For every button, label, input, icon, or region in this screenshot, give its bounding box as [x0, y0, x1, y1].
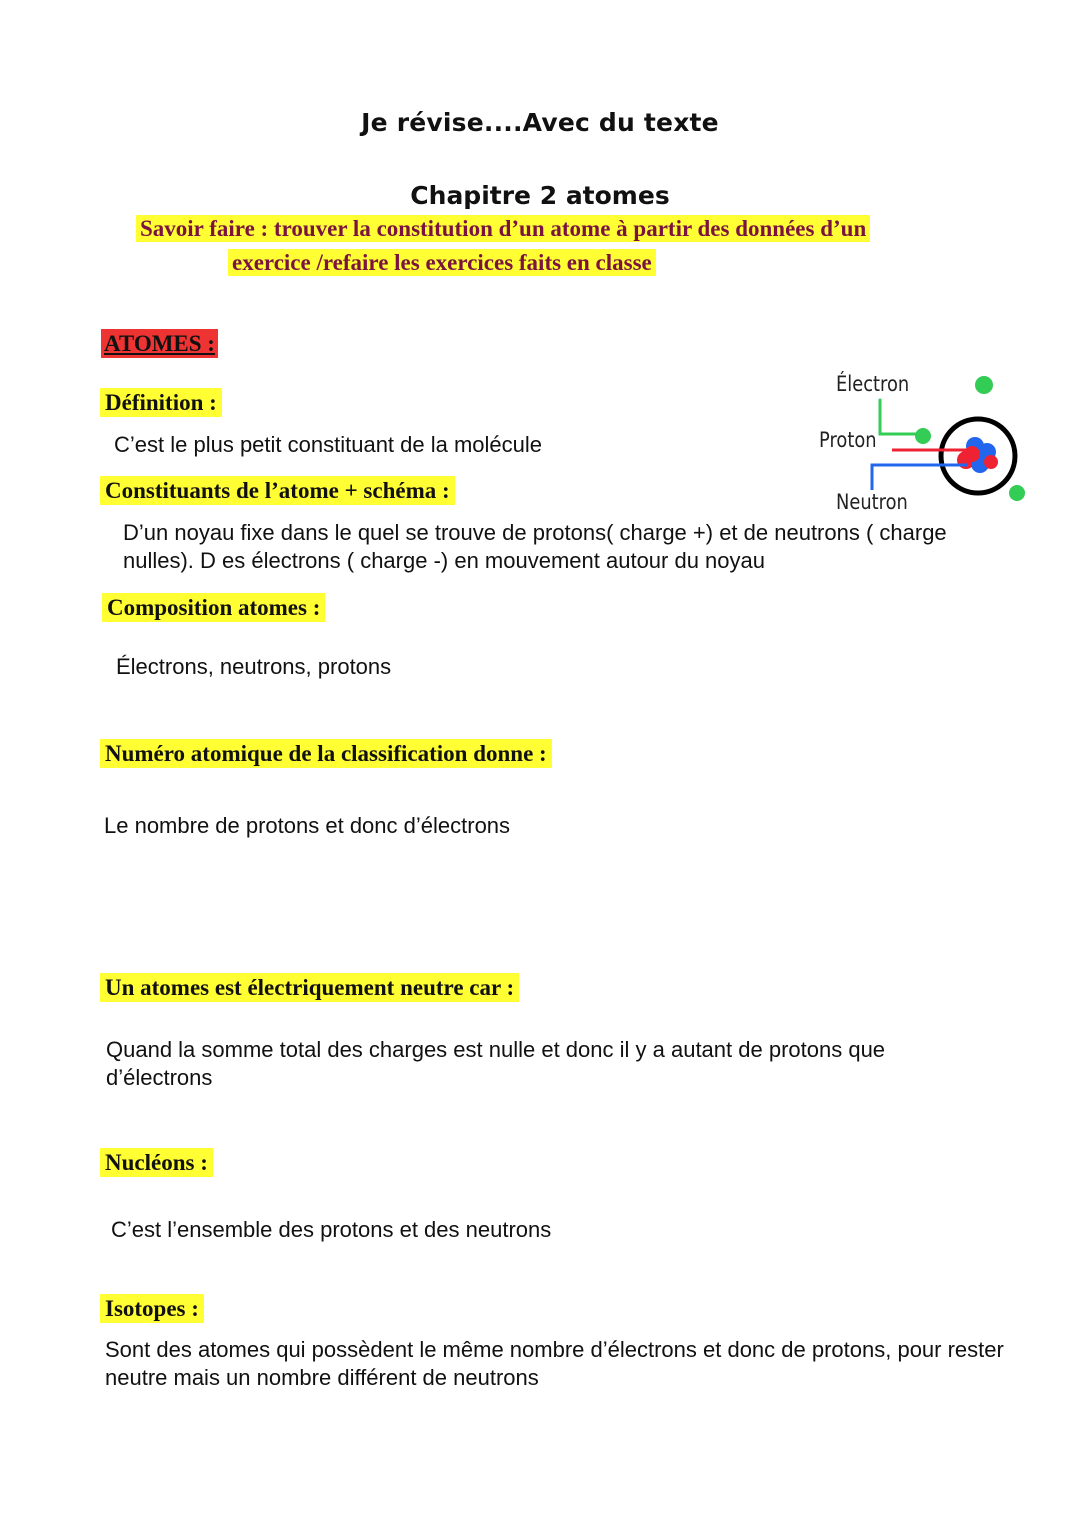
numero-text: Le nombre de protons et donc d’électrons: [104, 813, 511, 838]
isotopes-heading: Isotopes :: [100, 1294, 204, 1323]
constituants-text-1: D’un noyau fixe dans le quel se trouve de protons( charge +) et de neutrons ( charge: [123, 520, 947, 545]
nucleus: [957, 437, 998, 473]
isotopes-text-1: Sont des atomes qui possèdent le même nombre d’électrons et donc de protons, pour rester: [105, 1337, 1004, 1362]
proton-label: Proton: [819, 428, 877, 452]
electron-dot-top: [975, 376, 993, 394]
nucleons-heading: Nucléons :: [100, 1148, 213, 1177]
composition-text: Électrons, neutrons, protons: [116, 654, 392, 679]
definition-heading: Définition :: [100, 388, 222, 417]
savoir-faire-text-1: Savoir faire : trouver la constitution d’un atome à partir des données d’un: [136, 215, 870, 242]
numero-heading: Numéro atomique de la classification donne :: [100, 739, 552, 768]
neutre-heading: Un atomes est électriquement neutre car :: [100, 973, 519, 1002]
neutre-text-2: d’électrons: [106, 1065, 213, 1090]
composition-heading: Composition atomes :: [102, 593, 325, 622]
isotopes-heading-row: [100, 1295, 204, 1323]
chapter-title: Chapitre 2 atomes: [410, 181, 670, 210]
electron-pointer: [880, 400, 918, 434]
savoir-faire-line-1: [136, 215, 870, 243]
neutron-label: Neutron: [836, 490, 908, 514]
nucleons-heading-row: [100, 1149, 213, 1177]
neutre-heading-row: [100, 974, 519, 1002]
electron-dot-pointer: [915, 428, 931, 444]
atomes-heading-row: [101, 330, 218, 358]
atomes-heading: ATOMES :: [101, 329, 218, 358]
electron-dot-bottom: [1009, 485, 1025, 501]
constituants-heading: Constituants de l’atome + schéma :: [100, 476, 455, 505]
savoir-faire-text-2: exercice /refaire les exercices faits en classe: [228, 249, 656, 276]
definition-text: C’est le plus petit constituant de la molécule: [114, 432, 543, 457]
isotopes-text-2: neutre mais un nombre différent de neutrons: [105, 1365, 539, 1390]
composition-heading-row: [102, 594, 325, 622]
constituants-text-2: nulles). D es électrons ( charge -) en mouvement autour du noyau: [123, 548, 765, 573]
neutre-text-1: Quand la somme total des charges est nulle et donc il y a autant de protons que: [106, 1037, 886, 1062]
atom-schema: [860, 370, 1040, 510]
numero-heading-row: [100, 740, 552, 768]
nucleons-text: C’est l’ensemble des protons et des neutrons: [111, 1217, 552, 1242]
constituants-heading-row: [100, 477, 455, 505]
page-title: Je révise....Avec du texte: [361, 108, 719, 137]
electron-label: Électron: [836, 372, 910, 396]
savoir-faire-line-2: [228, 249, 656, 277]
definition-heading-row: [100, 389, 222, 417]
